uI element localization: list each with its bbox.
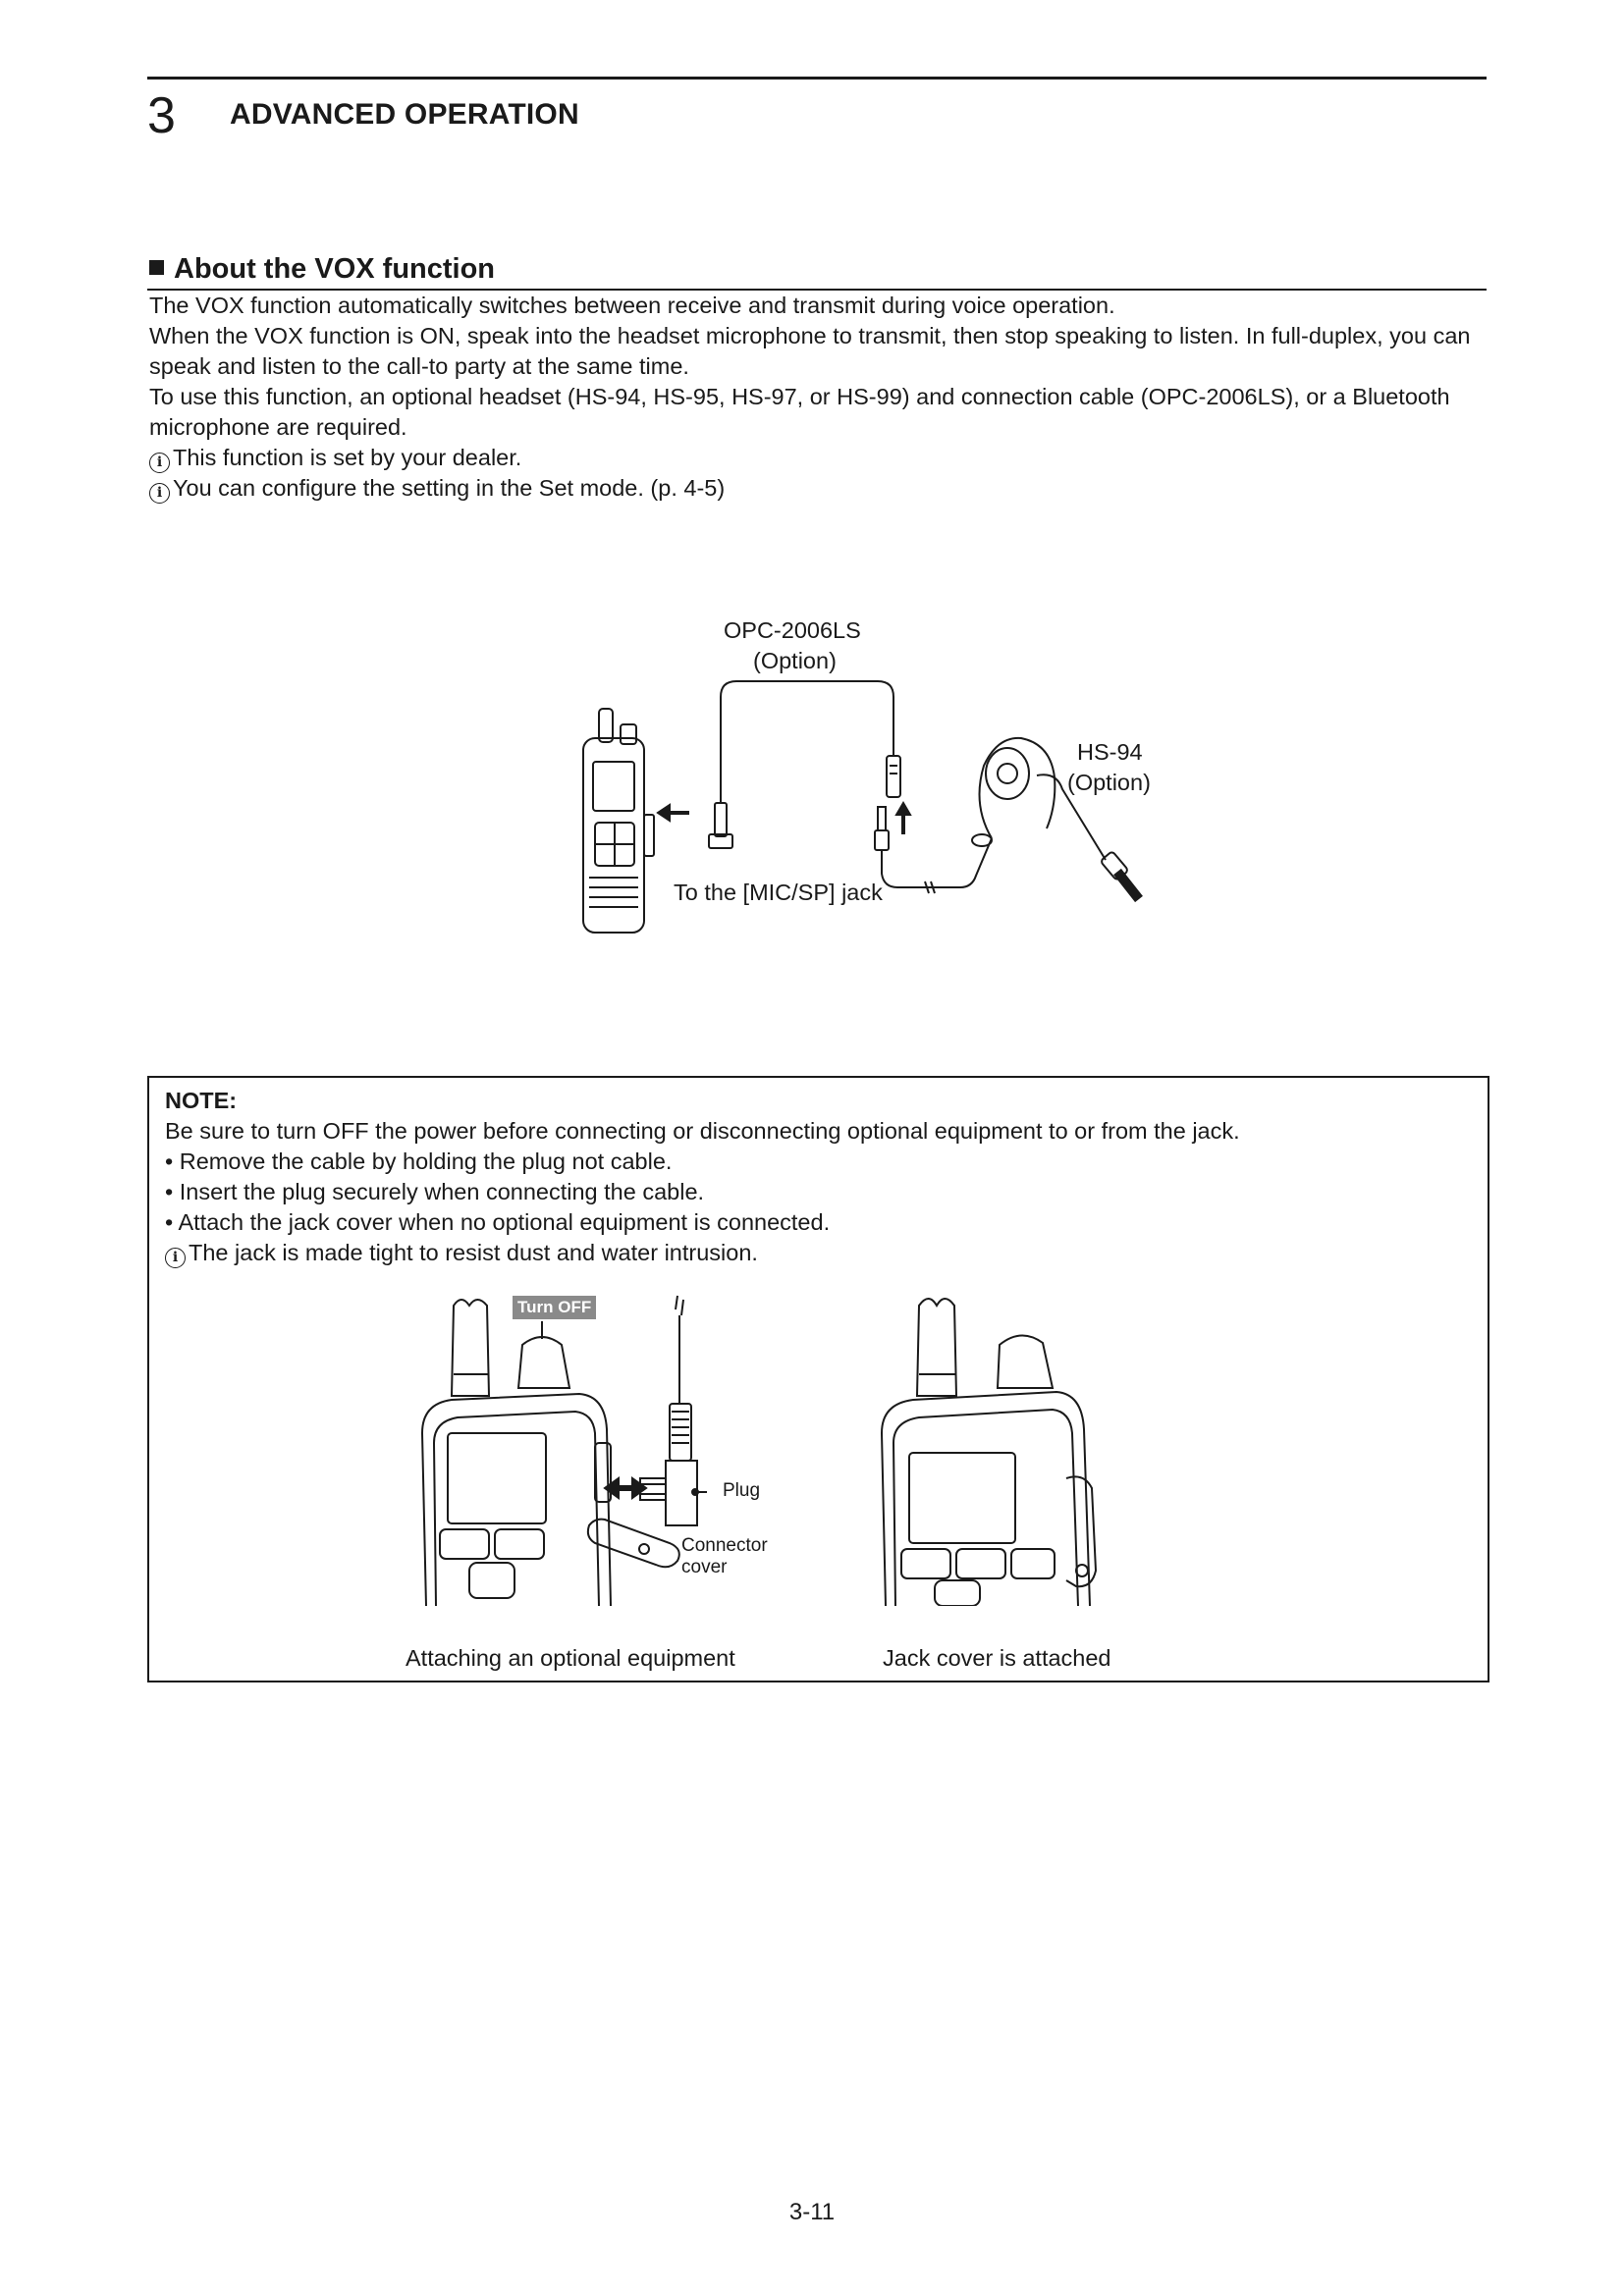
cover-label: cover [681,1557,728,1577]
section-body [149,291,1496,504]
info-note [149,443,1496,473]
chapter-title: ADVANCED OPERATION [230,98,579,131]
attach-caption: Attaching an optional equipment [406,1645,735,1671]
connector-label: Connector [681,1535,768,1556]
square-bullet-icon [149,260,164,275]
info-icon: i [165,1248,186,1268]
note-intro: Be sure to turn OFF the power before connecting or disconnecting optional equipment to or from the jack. [165,1118,1240,1144]
plug-label: Plug [723,1480,761,1501]
headset-option-label: (Option) [1067,770,1151,795]
headset-cord-icon [875,807,992,893]
info-note [149,473,1496,504]
info-icon: i [149,453,170,473]
header-rule [147,77,1487,80]
note-bullet: • Attach the jack cover when no optional equipment is connected. [165,1209,831,1235]
section-title-text: About the VOX function [174,253,496,285]
section-title [149,253,495,286]
page-number: 3-11 [788,2199,836,2225]
note-content [165,1086,1471,1268]
cable-option-label: (Option) [753,648,837,673]
note-info [165,1238,1471,1268]
note-info-text: The jack is made tight to resist dust and water intrusion. [189,1240,758,1265]
info-note-text: This function is set by your dealer. [173,445,522,470]
jack-cover-caption: Jack cover is attached [883,1645,1111,1671]
note-bullet: • Remove the cable by holding the plug not cable. [165,1148,673,1174]
turn-off-badge: Turn OFF [513,1296,596,1319]
chapter-number: 3 [147,87,176,144]
note-title: NOTE: [165,1088,238,1113]
up-arrow-icon [896,803,910,834]
cable-icon [709,681,900,848]
cable-label: OPC-2006LS [724,617,861,643]
jack-label: To the [MIC/SP] jack [674,880,883,905]
paragraph: The VOX function automatically switches between receive and transmit during voice operation. [149,293,1115,318]
vox-connection-diagram [560,667,1188,942]
info-note-text: You can configure the setting in the Set mode. (p. 4-5) [173,475,726,501]
paragraph: When the VOX function is ON, speak into the headset microphone to transmit, then stop speaking to listen. In full-duplex, you can speak and listen to the call-to party at the same time. [149,323,1471,379]
info-icon: i [149,483,170,504]
note-bullet: • Insert the plug securely when connecting the cable. [165,1179,705,1204]
insert-arrow-icon [658,805,689,821]
attach-equipment-figure [412,1286,707,1606]
headset-icon [972,738,1139,899]
paragraph: To use this function, an optional headset (HS-94, HS-95, HS-97, or HS-99) and connection cable (OPC-2006LS), or a Bluetooth microphone are required. [149,384,1450,440]
headset-label: HS-94 [1077,739,1143,765]
jack-cover-figure [874,1286,1119,1606]
radio-icon [583,709,654,933]
